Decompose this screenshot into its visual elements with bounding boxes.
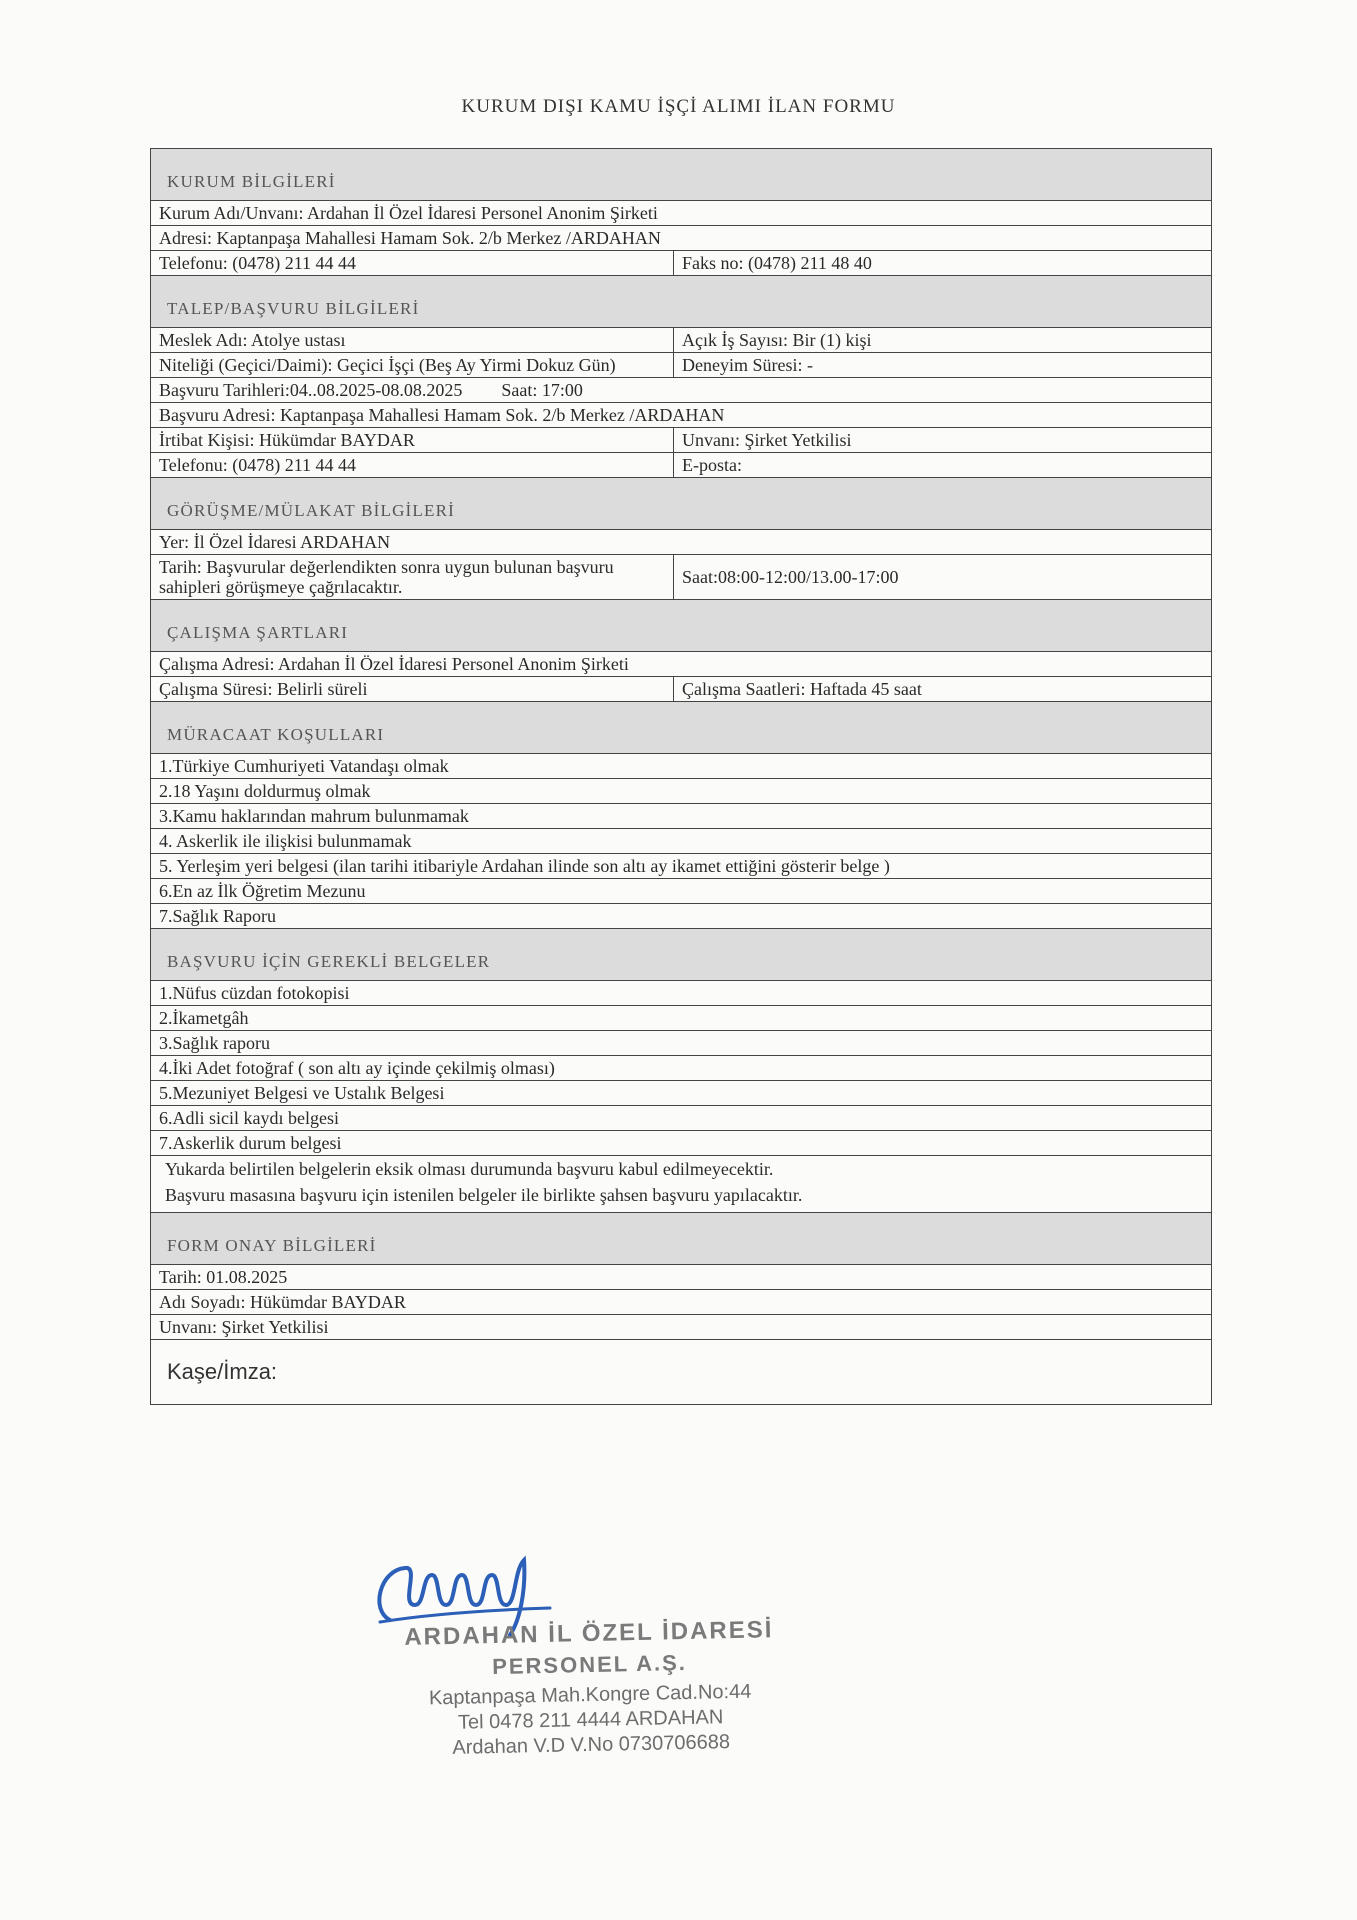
list-item (151, 854, 1211, 879)
list-item (151, 754, 1211, 779)
belge-item: 4.İki Adet fotoğraf ( son altı ay içinde çekilmiş olması) (159, 1058, 555, 1078)
list-item (151, 779, 1211, 804)
list-item (151, 1081, 1211, 1106)
onay-unvan: Unvanı: Şirket Yetkilisi (159, 1317, 329, 1337)
list-item (151, 1031, 1211, 1056)
table-row (151, 1290, 1211, 1315)
belgeler-note-2: Başvuru masasına başvuru için istenilen belgeler ile birlikte şahsen başvuru yapılacaktır. (151, 1182, 1211, 1213)
irtibat-unvan: Unvanı: Şirket Yetkilisi (682, 430, 852, 450)
calisma-saatleri: Çalışma Saatleri: Haftada 45 saat (682, 679, 922, 699)
list-item (151, 1106, 1211, 1131)
section-muracaat-heading: MÜRACAAT KOŞULLARI (151, 702, 1211, 754)
calisma-suresi: Çalışma Süresi: Belirli süreli (151, 677, 674, 701)
muracaat-item: 5. Yerleşim yeri belgesi (ilan tarihi itibariyle Ardahan ilinde son altı ay ikamet ettiğini gösterir belge ) (159, 856, 890, 876)
table-row (151, 1265, 1211, 1290)
basvuru-saat: Saat: 17:00 (501, 380, 583, 400)
kase-imza-row (151, 1340, 1211, 1405)
belge-item: 7.Askerlik durum belgesi (159, 1133, 342, 1153)
table-row (151, 226, 1211, 251)
irtibat-eposta: E-posta: (682, 455, 742, 475)
stamp-line-2: PERSONEL A.Ş. (491, 1649, 688, 1680)
list-item (151, 904, 1211, 929)
calisma-adresi: Çalışma Adresi: Ardahan İl Özel İdaresi Personel Anonim Şirketi (159, 654, 629, 674)
onay-adi-soyadi: Adı Soyadı: Hükümdar BAYDAR (159, 1292, 406, 1312)
basvuru-adresi: Başvuru Adresi: Kaptanpaşa Mahallesi Hamam Sok. 2/b Merkez /ARDAHAN (159, 405, 725, 425)
list-item (151, 1056, 1211, 1081)
section-onay-heading: FORM ONAY BİLGİLERİ (151, 1213, 1211, 1265)
belge-item: 2.İkametgâh (159, 1008, 249, 1028)
table-row (151, 403, 1211, 428)
announcement-form (150, 148, 1212, 1405)
gorusme-tarih: Tarih: Başvurular değerlendikten sonra uygun bulunan başvuru sahipleri görüşmeye çağrılacaktır. (151, 555, 674, 599)
table-row (151, 530, 1211, 555)
belge-item: 6.Adli sicil kaydı belgesi (159, 1108, 339, 1128)
kase-imza-label: Kaşe/İmza: (167, 1359, 278, 1384)
table-row (151, 328, 1211, 353)
section-kurum-heading: KURUM BİLGİLERİ (151, 149, 1211, 201)
table-row (151, 453, 1211, 478)
kurum-faks: Faks no: (0478) 211 48 40 (682, 253, 872, 273)
belge-item: 5.Mezuniyet Belgesi ve Ustalık Belgesi (159, 1083, 445, 1103)
list-item (151, 1131, 1211, 1156)
list-item (151, 981, 1211, 1006)
muracaat-item: 1.Türkiye Cumhuriyeti Vatandaşı olmak (159, 756, 449, 776)
stamp-line-5: Ardahan V.D V.No 0730706688 (452, 1731, 731, 1759)
basvuru-tarihleri: Başvuru Tarihleri:04..08.2025-08.08.2025 (159, 380, 463, 400)
belge-item: 3.Sağlık raporu (159, 1033, 270, 1053)
kurum-adi: Kurum Adı/Unvanı: Ardahan İl Özel İdaresi Personel Anonim Şirketi (159, 203, 658, 223)
belgeler-note-1: Yukarda belirtilen belgelerin eksik olması durumunda başvuru kabul edilmeyecektir. (151, 1156, 1211, 1182)
table-row (151, 652, 1211, 677)
gorusme-yer: Yer: İl Özel İdaresi ARDAHAN (159, 532, 391, 552)
deneyim-suresi: Deneyim Süresi: - (682, 355, 813, 375)
table-row (151, 555, 1211, 600)
muracaat-item: 7.Sağlık Raporu (159, 906, 276, 926)
niteligi: Niteliği (Geçici/Daimi): Geçici İşçi (Beş Ay Yirmi Dokuz Gün) (151, 353, 674, 377)
section-belgeler-heading: BAŞVURU İÇİN GEREKLİ BELGELER (151, 929, 1211, 981)
table-row (151, 251, 1211, 276)
section-calisma-heading: ÇALIŞMA ŞARTLARI (151, 600, 1211, 652)
list-item (151, 804, 1211, 829)
table-row (151, 1315, 1211, 1340)
kurum-adres: Adresi: Kaptanpaşa Mahallesi Hamam Sok. 2/b Merkez /ARDAHAN (159, 228, 661, 248)
belge-item: 1.Nüfus cüzdan fotokopisi (159, 983, 350, 1003)
onay-tarih: Tarih: 01.08.2025 (159, 1267, 288, 1287)
table-row (151, 201, 1211, 226)
section-talep-heading: TALEP/BAŞVURU BİLGİLERİ (151, 276, 1211, 328)
table-row (151, 378, 1211, 403)
table-row (151, 677, 1211, 702)
meslek-adi: Meslek Adı: Atolye ustası (151, 328, 674, 352)
muracaat-item: 2.18 Yaşını doldurmuş olmak (159, 781, 371, 801)
muracaat-item: 3.Kamu haklarından mahrum bulunmamak (159, 806, 469, 826)
list-item (151, 1006, 1211, 1031)
muracaat-item: 4. Askerlik ile ilişkisi bulunmamak (159, 831, 412, 851)
company-stamp (339, 1615, 842, 1762)
irtibat-telefon: Telefonu: (0478) 211 44 44 (151, 453, 674, 477)
irtibat-kisisi: İrtibat Kişisi: Hükümdar BAYDAR (151, 428, 674, 452)
section-gorusme-heading: GÖRÜŞME/MÜLAKAT BİLGİLERİ (151, 478, 1211, 530)
muracaat-item: 6.En az İlk Öğretim Mezunu (159, 881, 366, 901)
stamp-line-3: Kaptanpaşa Mah.Kongre Cad.No:44 (428, 1680, 752, 1710)
list-item (151, 879, 1211, 904)
kurum-telefon: Telefonu: (0478) 211 44 44 (151, 251, 674, 275)
gorusme-saat: Saat:08:00-12:00/13.00-17:00 (682, 567, 899, 587)
list-item (151, 829, 1211, 854)
acik-is-sayisi: Açık İş Sayısı: Bir (1) kişi (682, 330, 872, 350)
stamp-line-4: Tel 0478 211 4444 ARDAHAN (457, 1706, 724, 1734)
table-row (151, 428, 1211, 453)
page-title: KURUM DIŞI KAMU İŞÇİ ALIMI İLAN FORMU (461, 96, 896, 117)
stamp-line-1: ARDAHAN İL ÖZEL İDARESİ (404, 1616, 774, 1651)
table-row (151, 353, 1211, 378)
basvuru-tarihleri-row (151, 378, 1211, 402)
